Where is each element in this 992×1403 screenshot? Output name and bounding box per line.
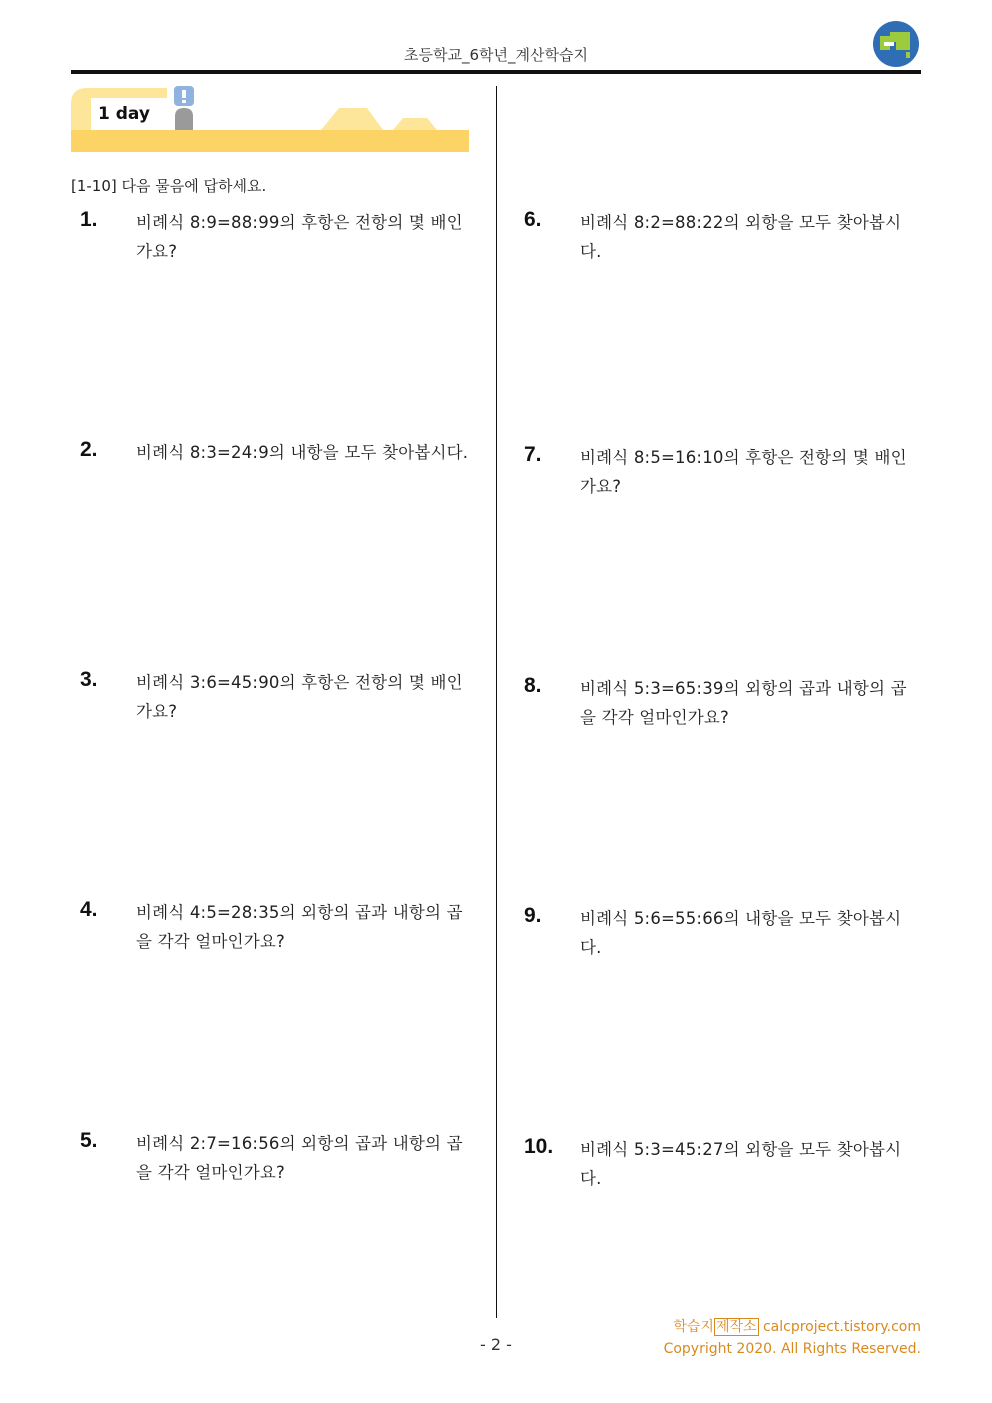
question-text: 비례식 8:9=88:99의 후항은 전항의 몇 배인가요? — [136, 213, 463, 261]
worksheet-title: 초등학교_6학년_계산학습지 — [404, 46, 588, 64]
question-text: 비례식 8:3=24:9의 내항을 모두 찾아봅시다. — [136, 443, 469, 462]
question-number: 1. — [80, 208, 98, 231]
question-number: 7. — [524, 443, 542, 466]
column-divider — [496, 86, 497, 1318]
question-number: 2. — [80, 438, 98, 461]
footer-brand — [673, 1316, 921, 1336]
question-text: 비례식 3:6=45:90의 후항은 전항의 몇 배인가요? — [136, 673, 463, 721]
question-text: 비례식 2:7=16:56의 외항의 곱과 내항의 곱을 각각 얼마인가요? — [136, 1134, 463, 1182]
footer-brand-a: 학습지 — [673, 1319, 714, 1335]
question-number: 8. — [524, 674, 542, 697]
footer-site: calcproject.tistory.com — [758, 1319, 921, 1335]
question-text: 비례식 5:3=45:27의 외항을 모두 찾아봅시다. — [580, 1140, 902, 1188]
question-text: 비례식 5:3=65:39의 외항의 곱과 내항의 곱을 각각 얼마인가요? — [580, 679, 907, 727]
question-number: 9. — [524, 904, 542, 927]
day-label: 1 day — [98, 104, 150, 124]
header-rule — [71, 70, 921, 74]
question-number: 6. — [524, 208, 542, 231]
question-number: 4. — [80, 898, 98, 921]
logo-icon — [872, 20, 920, 68]
question-text: 비례식 8:2=88:22의 외항을 모두 찾아봅시다. — [580, 213, 902, 261]
question-number: 3. — [80, 668, 98, 691]
question-number: 5. — [80, 1129, 98, 1152]
instruction-text: [1-10] 다음 물음에 답하세요. — [71, 177, 267, 195]
question-text: 비례식 5:6=55:66의 내항을 모두 찾아봅시다. — [580, 909, 902, 957]
question-text: 비례식 4:5=28:35의 외항의 곱과 내항의 곱을 각각 얼마인가요? — [136, 903, 463, 951]
page-number: - 2 - — [480, 1335, 512, 1354]
question-text: 비례식 8:5=16:10의 후항은 전항의 몇 배인가요? — [580, 448, 907, 496]
question-number: 10. — [524, 1135, 554, 1158]
footer-brand-b: 제작소 — [715, 1319, 757, 1335]
footer-copyright: Copyright 2020. All Rights Reserved. — [663, 1341, 921, 1357]
